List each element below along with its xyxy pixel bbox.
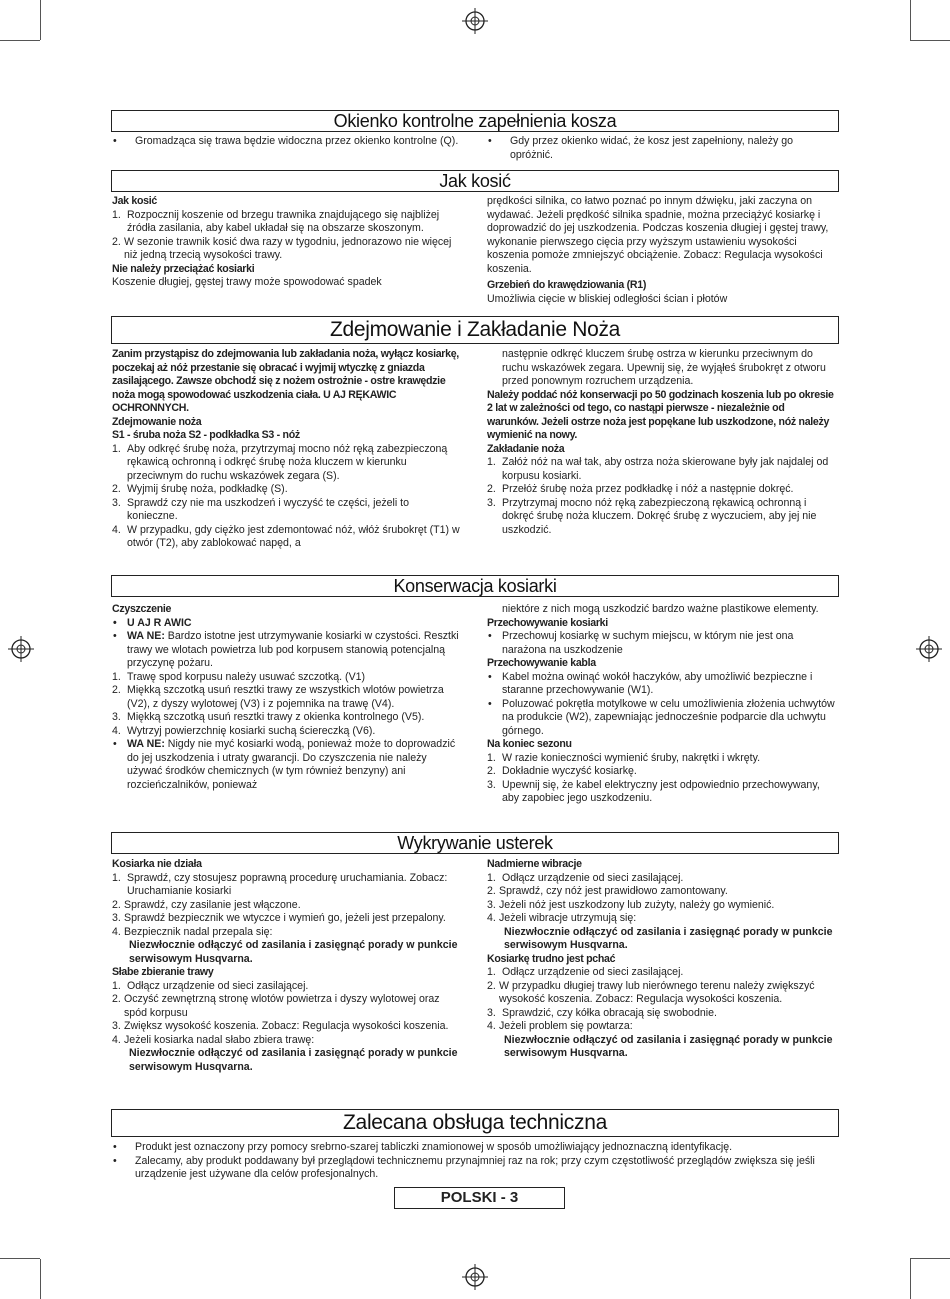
item-number: 4. bbox=[112, 1033, 121, 1046]
item-number: 1. bbox=[112, 871, 121, 884]
crop-mark bbox=[40, 1259, 41, 1299]
item-text: Sprawdź, czy zasilanie jest włączone. bbox=[124, 898, 301, 911]
item-number: 2. bbox=[112, 483, 121, 495]
konserwacja-right bbox=[487, 603, 837, 806]
item-number: 2. bbox=[487, 765, 496, 777]
service-note: Niezwłocznie odłączyć od zasilania i zasięgnąć porady w punkcie serwisowym Husqvarna. bbox=[504, 1033, 833, 1059]
crop-mark bbox=[0, 40, 40, 41]
list-item bbox=[112, 671, 462, 685]
list-item bbox=[112, 725, 462, 739]
item-text: Odłącz urządzenie od sieci zasilającej. bbox=[127, 979, 309, 992]
item-text: Jeżeli nóż jest uszkodzony lub zużyty, należy go wymienić. bbox=[499, 898, 775, 911]
subheading: Grzebień do krawędziowania (R1) bbox=[487, 279, 647, 291]
bullet-item: • Gdy przez okienko widać, że kosz jest zapełniony, należy go opróżnić. bbox=[487, 135, 837, 162]
item-number: 4. bbox=[487, 912, 496, 924]
list-item bbox=[487, 497, 837, 538]
subheading: Nadmierne wibracje bbox=[487, 858, 582, 870]
list-item bbox=[112, 1034, 462, 1048]
item-number: 4. bbox=[112, 523, 121, 536]
item-number: 1. bbox=[487, 966, 496, 978]
item-text: Miękką szczotką usuń resztki trawy ze wszystkich wlotów powietrza (V2), z dyszy wylotowej (V3) i z pojemnika na trawę (V4). bbox=[127, 684, 444, 710]
crop-mark bbox=[910, 40, 950, 41]
subheading: Słabe zbieranie trawy bbox=[112, 966, 214, 978]
item-text: Jeżeli problem się powtarza: bbox=[499, 1020, 633, 1032]
list-item bbox=[112, 443, 462, 484]
list-item bbox=[112, 912, 462, 926]
subheading: Przechowywanie kabla bbox=[487, 657, 596, 669]
subheading: Przechowywanie kosiarki bbox=[487, 616, 608, 629]
bullet-text: Nigdy nie myć kosiarki wodą, ponieważ może to doprowadzić do jej uszkodzenia i utraty gwarancji. Do czyszczenia nie należy używać środków chemicznych (w tym również benzyny) ani rozcieńczalników, ponieważ bbox=[127, 738, 456, 791]
item-text: Sprawdź czy nie ma uszkodzeń i wyczyść te części, jeżeli to konieczne. bbox=[127, 496, 410, 522]
bullet-text: Bardzo istotne jest utrzymywanie kosiarki w czystości. Resztki trawy we wlotach powietrza lub pod korpusem stanowią potencjalną przyczynę pożaru. bbox=[127, 630, 459, 669]
section-title-okienko: Okienko kontrolne zapełnienia kosza bbox=[111, 110, 839, 132]
section-title-obsluga: Zalecana obsługa techniczna bbox=[111, 1109, 839, 1137]
bullet-item bbox=[112, 630, 462, 671]
list-item bbox=[112, 209, 462, 236]
service-note: Niezwłocznie odłączyć od zasilania i zasięgnąć porady w punkcie serwisowym Husqvarna. bbox=[129, 939, 458, 965]
item-text: Jeżeli kosiarka nadal słabo zbiera trawę: bbox=[124, 1033, 315, 1046]
important-label: WA NE: bbox=[127, 738, 165, 750]
bullet-item: • Kabel można owinąć wokół haczyków, aby umożliwić bezpieczne i staranne przechowywanie (W1). bbox=[487, 671, 837, 698]
warning-text: Należy poddać nóż konserwacji po 50 godzinach koszenia lub po okresie 2 lat w zależności od tego, co nastąpi pierwsze - niezależnie od warunków. Jeżeli ostrze noża jest popękane lub uszkodzone, nóż należy wymienić na nowy. bbox=[487, 388, 834, 441]
item-text: Przełóż śrubę noża przez podkładkę i nóż a następnie dokręć. bbox=[502, 483, 794, 495]
list-item bbox=[487, 1007, 837, 1021]
list-item bbox=[487, 456, 837, 483]
list-item bbox=[112, 497, 462, 524]
list-item bbox=[112, 1020, 462, 1034]
list-item bbox=[487, 966, 837, 980]
list-item bbox=[487, 779, 837, 806]
item-number: 3. bbox=[487, 898, 496, 911]
subheading: Jak kosić bbox=[112, 195, 158, 207]
item-number: 2. bbox=[112, 993, 121, 1005]
registration-mark-icon bbox=[8, 636, 34, 662]
item-text: Bezpiecznik nadal przepala się: bbox=[124, 925, 273, 938]
list-item bbox=[487, 483, 837, 497]
item-number: 2. bbox=[112, 898, 121, 911]
subheading: Zdejmowanie noża bbox=[112, 415, 202, 428]
item-number: 1. bbox=[112, 442, 121, 455]
list-item bbox=[487, 872, 837, 886]
warning-text: Zanim przystąpisz do zdejmowania lub zakładania noża, wyłącz kosiarkę, poczekaj aż nóż przestanie się obracać i wyjmij wtyczkę z gniazda zasilającego. Zawsze obchodź się z nożem ostrożnie - ostre krawędzie noża mogą spowodować uszkodzenia ciała. U AJ RĘKAWIC OCHRONNYCH. bbox=[112, 348, 459, 414]
item-number: 2. bbox=[112, 235, 121, 248]
registration-mark-icon bbox=[462, 8, 488, 34]
jak-left bbox=[112, 195, 462, 290]
crop-mark bbox=[910, 0, 911, 40]
list-item bbox=[487, 1020, 837, 1034]
list-item bbox=[112, 872, 462, 899]
item-text: W przypadku, gdy ciężko jest zdemontować nóż, włóż śrubokręt (T1) w otwór (T2), aby zablokować napęd, a bbox=[127, 523, 460, 549]
page-footer: POLSKI - 3 bbox=[394, 1187, 565, 1209]
bullet-item bbox=[112, 738, 462, 792]
item-number: 3. bbox=[487, 1006, 496, 1019]
item-number: 2. bbox=[487, 885, 496, 897]
paragraph: prędkości silnika, co łatwo poznać po innym dźwięku, jaki zaczyna on wydawać. Jeżeli prędkość silnika spadnie, można przeciążyć kosiarkę i doprowadzić do jej uszkodzenia. Podczas koszenia długiej i gęstej trawy, wykonanie pierwszego cięcia przy wyższym ustawieniu wysokości koszenia pomoże zmniejszyć obciążenie. Zobacz: Regulacja wysokości koszenia. bbox=[487, 195, 829, 275]
paragraph: Umożliwia cięcie w bliskiej odległości ścian i płotów bbox=[487, 292, 728, 305]
bullet-item: • Przechowuj kosiarkę w suchym miejscu, w którym nie jest ona narażona na uszkodzenie bbox=[487, 630, 837, 657]
item-number: 1. bbox=[112, 979, 121, 992]
item-text: Miękką szczotką usuń resztki trawy z okienka kontrolnego (V5). bbox=[127, 711, 425, 723]
item-number: 3. bbox=[112, 912, 121, 924]
item-text: Rozpocznij koszenie od brzegu trawnika znajdującego się najbliżej źródła zasilania, aby kabel układał się na obszarze skoszonym. bbox=[127, 208, 440, 234]
item-text: Sprawdź, czy nóż jest prawidłowo zamontowany. bbox=[499, 885, 728, 897]
crop-mark bbox=[910, 1258, 950, 1259]
bullet-item: • Gromadząca się trawa będzie widoczna przez okienko kontrolne (Q). bbox=[112, 135, 462, 149]
bullet-item: • Zalecamy, aby produkt poddawany był przeglądowi technicznemu przynajmniej raz na rok; przy czym częstotliwość przeglądów zwiększa się jeśli urządzenie jest używane dla celów profesjonalnych. bbox=[112, 1155, 842, 1182]
obsluga-body bbox=[112, 1141, 842, 1182]
item-number: 2. bbox=[112, 684, 121, 696]
item-text: Wyjmij śrubę noża, podkładkę (S). bbox=[127, 483, 288, 495]
subheading: Czyszczenie bbox=[112, 603, 172, 615]
subheading: Kosiarkę trudno jest pchać bbox=[487, 952, 616, 965]
registration-mark-icon bbox=[916, 636, 942, 662]
list-item bbox=[487, 765, 837, 779]
item-number: 3. bbox=[487, 496, 496, 509]
item-number: 2. bbox=[487, 483, 496, 495]
item-number: 3. bbox=[112, 1020, 121, 1032]
item-number: 4. bbox=[487, 1020, 496, 1032]
item-number: 1. bbox=[112, 670, 121, 683]
okienko-right bbox=[487, 135, 837, 162]
subheading: Nie należy przeciążać kosiarki bbox=[112, 262, 255, 275]
item-text: Sprawdzić, czy kółka obracają się swobodnie. bbox=[502, 1006, 717, 1019]
list-item bbox=[487, 899, 837, 913]
crop-mark bbox=[910, 1259, 911, 1299]
item-text: W przypadku długiej trawy lub nierównego terenu należy zwiększyć wysokość koszenia. Zobacz: Regulacja wysokości koszenia. bbox=[499, 979, 815, 1005]
list-item bbox=[112, 711, 462, 725]
crop-mark bbox=[0, 1258, 40, 1259]
subheading: Kosiarka nie działa bbox=[112, 858, 202, 870]
item-number: 4. bbox=[112, 724, 121, 737]
item-text: Jeżeli wibracje utrzymują się: bbox=[499, 912, 637, 924]
item-text: Aby odkręć śrubę noża, przytrzymaj mocno nóż ręką zabezpieczoną rękawicą ochronną i odkręć śrubę noża kluczem w kierunku przeciwnym do ruchu wskazówek zegara (S). bbox=[127, 442, 448, 482]
service-note: Niezwłocznie odłączyć od zasilania i zasięgnąć porady w punkcie serwisowym Husqvarna. bbox=[504, 925, 833, 951]
list-item bbox=[112, 684, 462, 711]
list-item bbox=[112, 980, 462, 994]
jak-right bbox=[487, 195, 837, 306]
subheading: Na koniec sezonu bbox=[487, 738, 572, 750]
item-text: W sezonie trawnik kosić dwa razy w tygodniu, jednorazowo nie więcej niż jedną trzecią wysokości trawy. bbox=[124, 235, 452, 261]
service-note: Niezwłocznie odłączyć od zasilania i zasięgnąć porady w punkcie serwisowym Husqvarna. bbox=[129, 1047, 458, 1073]
item-text: Sprawdź, czy stosujesz poprawną procedurę uruchamiania. Zobacz: Uruchamianie kosiarki bbox=[127, 871, 448, 897]
item-number: 3. bbox=[112, 711, 121, 723]
usterki-right bbox=[487, 858, 837, 1061]
bullet-item: • Produkt jest oznaczony przy pomocy srebrno-szarej tabliczki znamionowej w sposób umożliwiający jednoznaczną identyfikację. bbox=[112, 1141, 842, 1155]
list-item bbox=[487, 980, 837, 1007]
subheading: Zakładanie noża bbox=[487, 442, 565, 455]
bullet-item: • U AJ R AWIC bbox=[112, 617, 462, 631]
list-item bbox=[112, 236, 462, 263]
item-number: 3. bbox=[487, 778, 496, 791]
section-title-jak: Jak kosić bbox=[111, 170, 839, 192]
noz-left bbox=[112, 348, 462, 551]
item-number: 1. bbox=[487, 871, 496, 884]
list-item bbox=[112, 899, 462, 913]
item-text: Dokładnie wyczyść kosiarkę. bbox=[502, 765, 637, 777]
item-text: Sprawdź bezpiecznik we wtyczce i wymień go, jeżeli jest przepalony. bbox=[124, 912, 446, 924]
item-text: W razie konieczności wymienić śruby, nakrętki i wkręty. bbox=[502, 751, 761, 764]
item-number: 1. bbox=[487, 751, 496, 764]
list-item bbox=[487, 912, 837, 926]
item-text: Odłącz urządzenie od sieci zasilającej. bbox=[502, 871, 684, 884]
item-number: 2. bbox=[487, 979, 496, 992]
section-title-noz: Zdejmowanie i Zakładanie Noża bbox=[111, 316, 839, 344]
item-text: Załóż nóż na wał tak, aby ostrza noża skierowane były jak najdalej od korpusu kosiarki. bbox=[502, 456, 829, 482]
list-item bbox=[487, 885, 837, 899]
item-text: Zwiększ wysokość koszenia. Zobacz: Regulacja wysokości koszenia. bbox=[124, 1020, 449, 1032]
registration-mark-icon bbox=[462, 1264, 488, 1290]
paragraph: niektóre z nich mogą uszkodzić bardzo ważne plastikowe elementy. bbox=[502, 603, 819, 615]
list-item bbox=[112, 926, 462, 940]
paragraph: Koszenie długiej, gęstej trawy może spowodować spadek bbox=[112, 276, 382, 288]
parts-legend: S1 - śruba noża S2 - podkładka S3 - nóż bbox=[112, 429, 300, 441]
item-text: Oczyść zewnętrzną stronę wlotów powietrza i dyszy wylotowej oraz spód korpusu bbox=[124, 993, 440, 1019]
item-text: Upewnij się, że kabel elektryczny jest odpowiednio przechowywany, aby zapobiec jego uszkodzeniu. bbox=[502, 778, 820, 804]
paragraph: następnie odkręć kluczem śrubę ostrza w kierunku przeciwnym do ruchu wskazówek zegara. Upewnij się, że wyjąłeś śrubokręt z otworu przed ponownym rozruchem urządzenia. bbox=[502, 348, 826, 387]
usterki-left bbox=[112, 858, 462, 1074]
item-text: Odłącz urządzenie od sieci zasilającej. bbox=[502, 966, 684, 978]
item-text: Trawę spod korpusu należy usuwać szczotką. (V1) bbox=[127, 670, 366, 683]
item-number: 4. bbox=[112, 925, 121, 938]
list-item bbox=[112, 483, 462, 497]
crop-mark bbox=[40, 0, 41, 40]
list-item bbox=[112, 993, 462, 1020]
item-text: Wytrzyj powierzchnię kosiarki suchą ściereczką (V6). bbox=[127, 724, 376, 737]
okienko-left bbox=[112, 135, 462, 149]
bullet-item: • Poluzować pokrętła motylkowe w celu umożliwienia złożenia uchwytów na produkcie (W2), zapewniając jednocześnie podparcie dla uchwytu górnego. bbox=[487, 698, 837, 739]
item-number: 1. bbox=[112, 208, 121, 221]
item-number: 3. bbox=[112, 496, 121, 509]
noz-right bbox=[487, 348, 837, 537]
item-text: Przytrzymaj mocno nóż ręką zabezpieczoną rękawicą ochronną i dokręć śrubę noża kluczem. Dokręć śrubę z wyczuciem, aby jej nie uszkodzić. bbox=[502, 496, 817, 536]
konserwacja-left bbox=[112, 603, 462, 792]
list-item bbox=[487, 752, 837, 766]
section-title-konserwacja: Konserwacja kosiarki bbox=[111, 575, 839, 597]
item-number: 1. bbox=[487, 456, 496, 468]
important-label: WA NE: bbox=[127, 630, 165, 642]
section-title-usterki: Wykrywanie usterek bbox=[111, 832, 839, 854]
list-item bbox=[112, 524, 462, 551]
